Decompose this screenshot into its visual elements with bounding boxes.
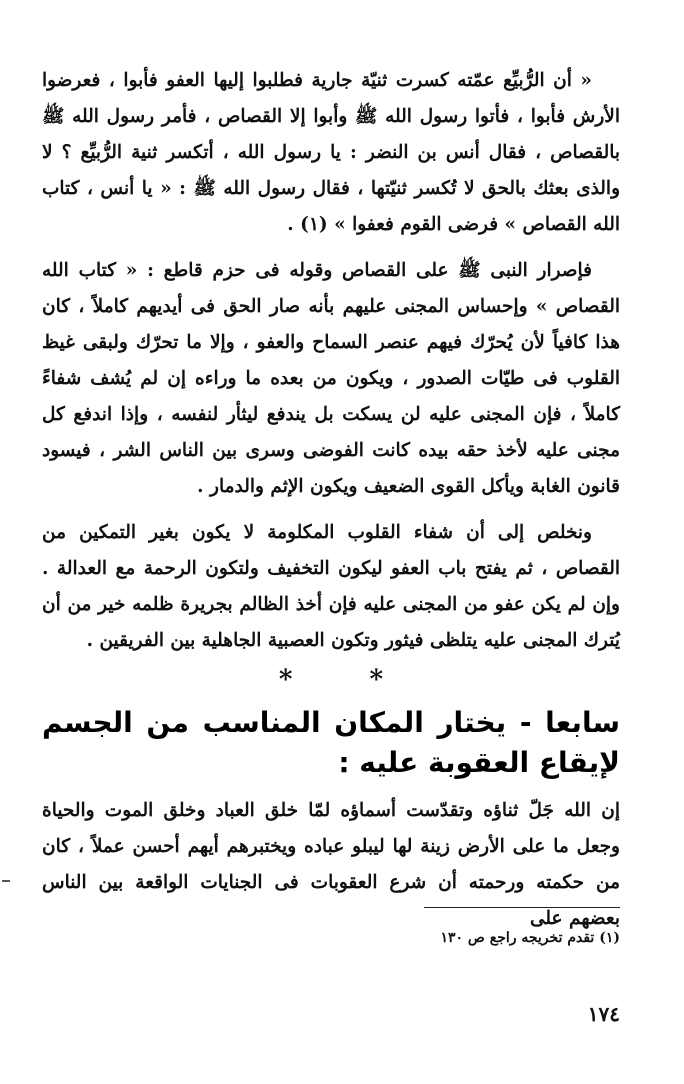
page-number: ١٧٤ <box>587 1002 620 1026</box>
section-heading: سابعا - يختار المكان المناسب من الجسم لإيقاع العقوبة عليه : <box>42 706 620 779</box>
section-separator: * * <box>278 665 418 695</box>
footnote-divider <box>424 907 620 908</box>
main-text <box>42 63 620 937</box>
paragraph-hadith: « أن الرُّبيِّع عمّته كسرت ثنيّة جارية فطلبوا إليها العفو فأبوا ، فعرضوا الأرش فأبوا ، فأتوا رسول الله ﷺ وأبوا إلا القصاص ، فأمر رسول الله ﷺ بالقصاص ، فقال أنس بن النضر : يا رسول الله ، أتكسر ثنية الرُّبيِّع ؟ لا والذى بعثك بالحق لا تُكسر ثنيّتها ، فقال رسول الله ﷺ : « يا أنس ، كتاب الله القصاص » فرضى القوم فعفوا » (١) . <box>42 70 620 235</box>
paragraph-insistence: فإصرار النبى ﷺ على القصاص وقوله فى حزم قاطع : « كتاب الله القصاص » وإحساس المجنى عليهم بأنه صار الحق فى أيديهم كاملاً ، كان هذا كافياً لأن يُحرّك فيهم عنصر السماح والعفو ، وإلا ما تحرّك ولبقى غيظ القلوب فى طيّات الصدور ، ويكون من بعده ما وراءه إن لم يُشف شفاءً كاملاً ، فإن المجنى عليه لن يسكت بل يندفع ليثأر لنفسه ، وإذا اندفع كل مجنى عليه لأخذ حقه بيده كانت الفوضى وسرى بين الناس الشر ، فيسود قانون الغابة ويأكل القوى الضعيف ويكون الإثم والدمار . <box>42 260 620 497</box>
footnote: (١) تقدم تخريجه راجع ص ١٣٠ <box>440 930 620 946</box>
margin-mark <box>2 880 10 882</box>
paragraph-conclusion: ونخلص إلى أن شفاء القلوب المكلومة لا يكون بغير التمكين من القصاص ، ثم يفتح باب العفو ليكون التخفيف ولتكون الرحمة مع العدالة . وإن لم يكن عفو من المجنى عليه فإن أخذ الظالم بجريرة ظلمه خير من أن يُترك المجنى عليه يتلظى فيثور وتكون العصبية الجاهلية بين الفريقين . <box>42 522 620 651</box>
paragraph-punishment: إن الله جَلّ ثناؤه وتقدّست أسماؤه لمّا خلق العباد وخلق الموت والحياة وجعل ما على الأرض زينة لها ليبلو عباده ويختبرهم أيهم أحسن عملاً ، كان من حكمته ورحمته أن شرع العقوبات فى الجنايات الواقعة بين الناس بعضهم على <box>42 800 620 929</box>
